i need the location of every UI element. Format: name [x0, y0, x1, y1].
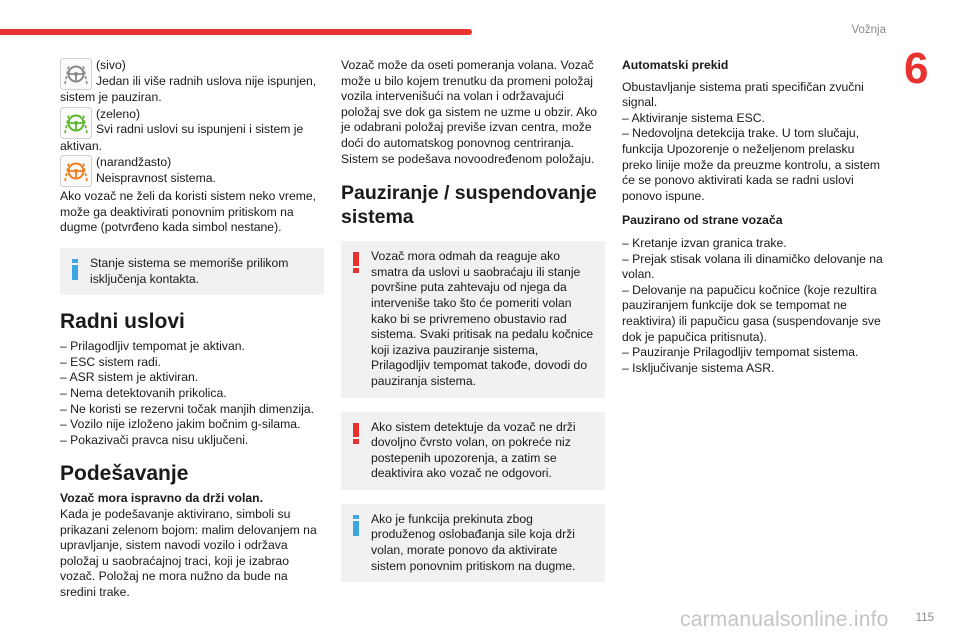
heading-conditions: Radni uslovi [60, 310, 185, 334]
heading-driver-pause: Pauzirano od strane vozača [622, 213, 783, 228]
section-name: Vožnja [851, 24, 886, 36]
list-item: – Aktiviranje sistema ESC. [622, 110, 765, 125]
indicator-state [60, 58, 324, 106]
adjust-bold: Vozač mora ispravno da drži volan. [60, 491, 263, 506]
conditions-list [60, 339, 324, 448]
warning-icon [353, 252, 359, 273]
list-item: – Pauziranje Prilagodljiv tempomat sistema. [622, 345, 859, 360]
heading-pause: Pauziranje / suspendovanje sistema [341, 182, 597, 229]
steering-paragraph: Vozač može da oseti pomeranja volana. Vozač može u bilo kojem trenutku da promeni položaj vozila intervenišući na volan i održavajući položaj sve dok ga sistem ne uzme u obzir. Ako je odabrani položaj previše izvan centra, može doći do automatskog ponovnog centriranja. Sistem se podešava novoodređenom položaju. [341, 58, 598, 166]
warning-icon [353, 423, 359, 444]
column-3 [622, 58, 886, 376]
auto-stop-text: Obustavljanje sistema prati specifičan zvučni signal. [622, 79, 864, 110]
chapter-color-bar [0, 29, 472, 35]
state-description: Neispravnost sistema. [96, 170, 216, 185]
column-1 [60, 58, 324, 600]
list-item: – Nedovoljna detekcija trake. U tom slučaju, funkcija Upozorenje o neželjenom prelasku preko linije može da preuzme kontrolu, a sistem će se ponovo aktivirati kada se radni uslovi ponovo ispune. [622, 126, 881, 203]
list-item: – ASR sistem je aktiviran. [60, 370, 199, 385]
page-number: 115 [915, 612, 934, 624]
list-item: – Prejak stisak volana ili dinamičko delovanje na volan. [622, 251, 883, 282]
adjust-text: Kada je podešavanje aktivirano, simboli su prikazani zelenom bojom: malim delovanjem na upravljanje, sistem navodi vozilo i održava položaj u saobraćajnoj traci, koji je izabrao vozač. Položaj ne mora nužno da bude na sredini trake. [60, 506, 317, 599]
list-item: – Kretanje izvan granica trake. [622, 235, 787, 250]
info-note-2 [341, 504, 605, 582]
info-icon [72, 259, 78, 280]
list-item: – Pokazivači pravca nisu uključeni. [60, 432, 249, 447]
list-item: – Delovanje na papučicu kočnice (koje rezultira pauziranjem funkcije dok se tempomat ne reaktivira) ili papučicu gasa (suspendovanje sve dok je papučica pritisnuta). [622, 282, 881, 344]
list-item: – Prilagodljiv tempomat je aktivan. [60, 339, 245, 354]
info-note-2-text: Ako je funkcija prekinuta zbog produženog oslobađanja sile koja drži volan, morate ponovo da aktivirate sistem ponovnim pritiskom na dugme. [371, 511, 576, 573]
list-item: – Isključivanje sistema ASR. [622, 360, 775, 375]
state-label: (zeleno) [96, 106, 141, 121]
lane-assist-icon [60, 107, 92, 139]
info-note-text: Stanje sistema se memoriše prilikom isključenja kontakta. [90, 255, 289, 286]
indicator-states [60, 58, 324, 188]
column-2 [341, 58, 605, 582]
state-description-cont: aktivan. [60, 138, 103, 153]
list-item: – ESC sistem radi. [60, 354, 161, 369]
state-description-cont: sistem je pauziran. [60, 90, 162, 104]
info-note [60, 248, 324, 295]
driver-pause-list [622, 236, 886, 376]
warning-note-2-text: Ako sistem detektuje da vozač ne drži dovoljno čvrsto volan, on pokreće niz postepenih upozorenja, a zatim se deaktivira ako vozač ne odgovori. [371, 419, 576, 481]
deactivate-paragraph: Ako vozač ne želi da koristi sistem neko vreme, može ga deaktivirati ponovnim pritiskom na dugme (potvrđeno kada simbol nestane). [60, 189, 317, 235]
warning-note-2 [341, 412, 605, 490]
lane-assist-icon [60, 58, 92, 90]
info-icon [353, 515, 359, 536]
list-item: – Vozilo nije izloženo jakim bočnim g-silama. [60, 417, 301, 432]
indicator-state [60, 107, 324, 155]
list-item: – Ne koristi se rezervni točak manjih dimenzija. [60, 401, 315, 416]
watermark: carmanualsonline.info [680, 608, 889, 631]
list-item: – Nema detektovanih prikolica. [60, 385, 227, 400]
lane-assist-icon [60, 155, 92, 187]
warning-note-1-text: Vozač mora odmah da reaguje ako smatra da uslovi u saobraćaju ili stanje površine puta zahtevaju od njega da interveniše tako što će pomeriti volan kako bi se privremeno obustavio rad sistema. Svaki pritisak na pedalu kočnice koji izaziva pauziranje sistema, Prilagodljiv tempomat takođe, dovodi do pauziranja sistema. [371, 249, 594, 388]
state-label: (narandžasto) [96, 155, 172, 170]
indicator-state [60, 155, 324, 188]
state-label: (sivo) [96, 58, 126, 72]
chapter-number: 6 [904, 44, 929, 93]
warning-note-1 [341, 241, 605, 397]
heading-auto-stop: Automatski prekid [622, 58, 729, 72]
heading-adjust: Podešavanje [60, 462, 189, 486]
state-description: Jedan ili više radnih uslova nije ispunjen, [96, 73, 317, 88]
state-description: Svi radni uslovi su ispunjeni i sistem je [96, 122, 304, 137]
auto-stop-list [622, 111, 886, 205]
